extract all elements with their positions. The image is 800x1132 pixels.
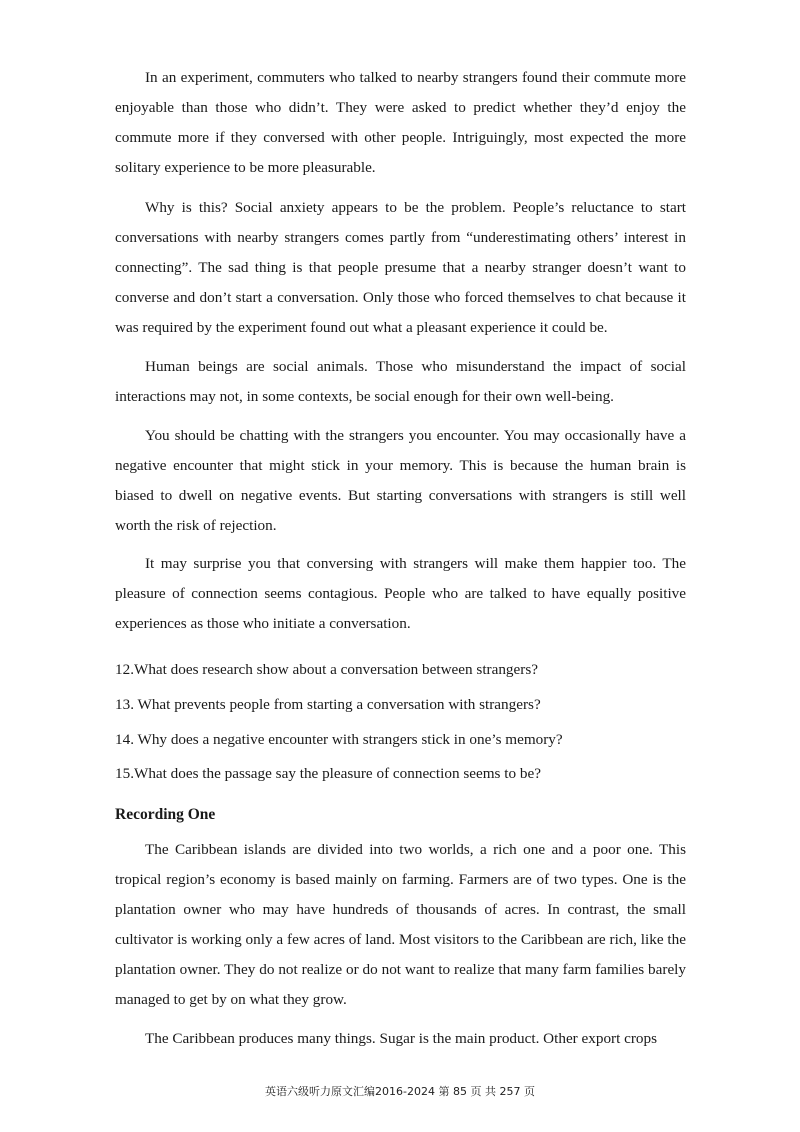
passage-paragraph-4: You should be chatting with the strangers you encounter. You may occasionally have a negative encounter that might stick in your memory. This is because the human brain is biased to dwell on negative events. But starting conversations with strangers is still well worth the risk of rejection. <box>115 427 686 534</box>
question-15: 15.What does the passage say the pleasure of connection seems to be? <box>115 765 541 782</box>
recording-paragraph-2: The Caribbean produces many things. Sugar is the main product. Other export crops <box>145 1030 658 1047</box>
passage-paragraph-3: Human beings are social animals. Those who misunderstand the impact of social interactions may not, in some contexts, be social enough for their own well-being. <box>115 358 686 405</box>
passage-paragraph-5: It may surprise you that conversing with strangers will make them happier too. The pleasure of connection seems contagious. People who are talked to have equally positive experiences as those who initiate a conversation. <box>115 555 686 632</box>
question-14: 14. Why does a negative encounter with strangers stick in one’s memory? <box>115 731 563 748</box>
question-12: 12.What does research show about a conversation between strangers? <box>115 661 538 678</box>
recording-paragraph-1: The Caribbean islands are divided into two worlds, a rich one and a poor one. This tropical region’s economy is based mainly on farming. Farmers are of two types. One is the plantation owner who may have hundreds of thousands of acres. In contrast, the small cultivator is working only a few acres of land. Most visitors to the Caribbean are rich, like the plantation owner. They do not realize or do not want to realize that many farm families barely managed to get by on what they grow. <box>115 841 686 1008</box>
question-13: 13. What prevents people from starting a conversation with strangers? <box>115 696 541 713</box>
section-heading: Recording One <box>115 806 216 823</box>
passage-paragraph-1: In an experiment, commuters who talked to nearby strangers found their commute more enjoyable than those who didn’t. They were asked to predict whether they’d enjoy the commute more if they conversed with other people. Intriguingly, most expected the more solitary experience to be more pleasurable. <box>115 69 686 176</box>
page-footer: 英语六级听力原文汇编2016-2024 第 85 页 共 257 页 <box>265 1085 535 1098</box>
passage-paragraph-2: Why is this? Social anxiety appears to be the problem. People’s reluctance to start conversations with nearby strangers comes partly from “underestimating others’ interest in connecting”. The sad thing is that people presume that a nearby stranger doesn’t want to converse and don’t start a conversation. Only those who forced themselves to chat because it was required by the experiment found out what a pleasant experience it could be. <box>115 199 686 336</box>
